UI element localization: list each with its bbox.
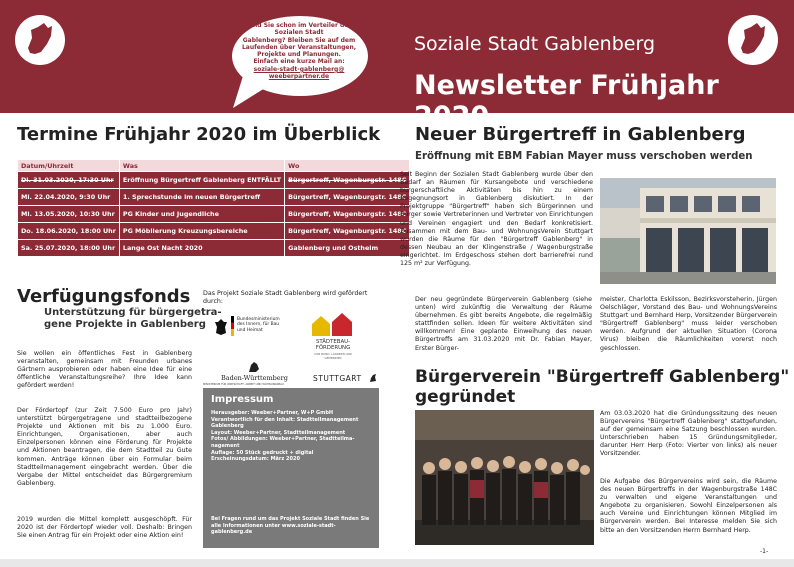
cell-where: Bürgertreff, Wagenburgstr. 148C — [285, 172, 410, 189]
staedtebau-small: VON BUND, LÄNDERN UND GEMEINDEN — [314, 351, 352, 360]
gablenberg-logo-icon-right — [727, 14, 779, 66]
cell-date: Mi. 22.04.2020, 9:30 Uhr — [18, 189, 120, 206]
cell-where: Bürgertreff, Wagenburgstr. 148C — [285, 189, 410, 206]
col-header: Wo — [285, 160, 410, 172]
bubble-email[interactable]: soziale-stadt-gablenberg@ — [253, 65, 345, 73]
cell-date: Sa. 25.07.2020, 18:00 Uhr — [18, 240, 120, 257]
impressum-line: Gablenberg — [211, 423, 244, 430]
newsletter-title: Newsletter Frühjahr 2020 — [414, 70, 719, 132]
table-row — [18, 189, 410, 206]
buergertreff-paragraph-2: Der neu gegründete Bürgerverein Gablenberg (siehe unten) wird zukünftig die Verwaltung der Räume übernehmen. Es gibt bereits Angebote, die regelmäßig stattfinden sollen. Ideen für weitere Aktivitäten sind willkommen! Eine geplante Einweihung des neuen Bürgertreffs am 31.03.2020 mit Dr. Fabian Mayer, Erster Bürger- — [415, 296, 592, 352]
header-banner — [0, 0, 794, 132]
gablenberg-logo-icon — [14, 14, 66, 66]
bw-text: Baden-Württemberg — [221, 374, 288, 382]
impressum-line: nagement — [211, 442, 240, 449]
impressum-title: Impressum — [211, 394, 274, 405]
cell-where: Gablenberg und Ostheim — [285, 240, 410, 257]
col-header: Datum/Uhrzeit — [18, 160, 120, 172]
impressum-line: Layout: Weeber+Partner, Stadtteilmanagement — [211, 429, 346, 436]
bubble-line: Projekte und Planungen. — [257, 51, 341, 59]
lion-icon — [247, 360, 261, 374]
buergertreff-paragraph-3: meister, Charlotta Eskilsson, Bezirksvorsteherin, Jürgen Oelschläger, Vorstand des Bau- und WohnungsVereins Stuttgart und Bernhard Herp, Vorsitzender Bürgerverein "Bürgertreff Gablenberg" muss leider verschoben werden. Aufgrund der aktuellen Situation (Corona Virus) bleiben die Räumlichkeiten vorerst noch geschlossen. — [600, 296, 777, 352]
cell-date: Mi. 13.05.2020, 10:30 Uhr — [18, 206, 120, 223]
fonds-title: Verfügungsfonds — [17, 286, 191, 307]
staedtebau-line: FÖRDERUNG — [315, 345, 351, 352]
bubble-email-domain[interactable]: weeberpartner.de — [268, 73, 330, 81]
buergertreff-title: Neuer Bürgertreff in Gablenberg — [415, 124, 746, 145]
termine-table — [17, 159, 410, 257]
cell-what: Eröffnung Bürgertreff Gablenberg ENTFÄLLT — [119, 172, 284, 189]
verein-paragraph-1: Am 03.03.2020 hat die Gründungssitzung des neuen Bürgervereins "Bürgertreff Gablenberg" stattgefunden, auf der gemeinsam eine Satzung beschlossen wurden. Unterschrieben haben 15 Gründungsmitglieder, darunter Herr Herp (Foto: Vierter von links) als neuer Vorsitzender. — [600, 410, 777, 458]
table-header-row — [18, 160, 410, 172]
building-photo-image — [600, 178, 776, 284]
bmi-line: des Innern, für Bau — [237, 322, 280, 328]
col-header: Was — [119, 160, 284, 172]
fonds-paragraph-3: 2019 wurden die Mittel komplett ausgeschöpft. Für 2020 ist der Fördertopf wieder voll. Deshalb: Bringen Sie einen Antrag für ein Projekt oder eine Aktion ein! — [17, 516, 192, 540]
bubble-line: Laufenden über Veranstaltungen, — [241, 43, 357, 51]
bw-small: MINISTERIUM FÜR WIRTSCHAFT, ARBEIT UND WOHNUNGSBAU — [203, 383, 284, 386]
table-row — [18, 240, 410, 257]
impressum-line: Verantwortlich für den Inhalt: Stadtteilmanagement — [211, 416, 359, 423]
eagle-icon — [214, 318, 228, 336]
impressum-footer — [211, 516, 375, 536]
verein-title-line: Bürgerverein "Bürgertreff Gablenberg" — [415, 367, 790, 387]
stuttgart-horse-icon — [368, 373, 378, 383]
cell-what: PG Kinder und Jugendliche — [119, 206, 284, 223]
footer-strip — [0, 559, 794, 567]
bmi-line: Bundesministerium — [237, 317, 280, 322]
impressum-foot-line: Bei Fragen rund um das Projekt Soziale Stadt finden Sie — [211, 516, 370, 522]
fonds-subtitle-line: gene Projekte in Gablenberg — [44, 319, 206, 330]
bubble-line: Einfach eine kurze Mail an: — [253, 58, 345, 66]
termine-title: Termine Frühjahr 2020 im Überblick — [17, 124, 381, 145]
fonds-subtitle-line: Unterstützung für bürgergetra- — [44, 307, 222, 318]
impressum-website-link[interactable]: alle Informationen unter www.soziale-stadt-gablenberg.de — [211, 522, 336, 536]
impressum-box — [203, 388, 379, 548]
staedtebau-line: STÄDTEBAU- — [315, 339, 351, 345]
cell-where: Bürgertreff, Wagenburgstr. 148C — [285, 206, 410, 223]
fonds-subtitle — [44, 307, 222, 331]
verein-title — [415, 367, 789, 407]
bmi-line: und Heimat — [237, 327, 263, 333]
cell-where: Bürgertreff, Wagenburgstr. 148C — [285, 223, 410, 240]
group-photo-image — [415, 410, 594, 545]
group-photo — [415, 410, 594, 545]
bmi-logo — [214, 316, 294, 356]
cell-what: Lange Ost Nacht 2020 — [119, 240, 284, 257]
verein-title-line: gegründet — [415, 387, 516, 407]
bw-logo — [203, 360, 313, 386]
table-row — [18, 206, 410, 223]
bubble-line: Gablenberg? Bleiben Sie auf dem — [242, 36, 356, 44]
cell-what: 1. Sprechstunde im neuen Bürgertreff — [119, 189, 284, 206]
bubble-line: Sind Sie schon im Verteiler der — [246, 22, 352, 29]
staedtebau-logo — [296, 312, 368, 362]
building-photo — [600, 178, 776, 284]
fonds-paragraph-2: Der Fördertopf (zur Zeit 7.500 Euro pro Jahr) unterstützt bürgergetragene und stadtteilbezogene Projekte und Aktionen mit bis zu 1.000 Euro. Einrichtungen, Organisationen, aber auch Einzelpersonen können eine Förderung für Projekte und Aktionen beantragen, die dem Stadtteil zu Gute kommen. Anträge können über ein Formular beim Stadtteilmanagement eingebracht werden. Über die Vergabe der Mittel entscheidet das Bürgergremium Gablenberg. — [17, 407, 192, 487]
fonds-paragraph-1: Sie wollen ein öffentliches Fest in Gablenberg veranstalten, gemeinsam mit Freunden urbanes Gärtnern ausprobieren oder haben eine Idee für eine öffentliche Veranstaltungsreihe? Ihre Idee kann gefördert werden! — [17, 350, 192, 390]
impressum-body — [211, 410, 375, 463]
impressum-line: Auflage: 50 Stück gedruckt + digital — [211, 449, 314, 456]
cell-date: Di. 31.03.2020, 17:30 Uhr — [18, 172, 120, 189]
bubble-text — [238, 22, 360, 80]
cell-what: PG Möblierung Kreuzungsbereiche — [119, 223, 284, 240]
impressum-line: Fotos/ Abbildungen: Weeber+Partner, Stadtteilma- — [211, 436, 355, 443]
table-row — [18, 223, 410, 240]
table-row — [18, 172, 410, 189]
funding-intro: Das Projekt Soziale Stadt Gablenberg wird gefördert durch: — [203, 290, 368, 306]
buergertreff-subtitle: Eröffnung mit EBM Fabian Mayer muss verschoben werden — [415, 151, 753, 162]
verein-paragraph-2: Die Aufgabe des Bürgervereins wird sein, die Räume des neuen Bürgertreffs in der Wagenburgstraße 148C zu verwalten und eigene Veranstaltungen und Angebote zu organisieren. Sowohl Einzelpersonen als auch Vereine und Einrichtungen können Mitglied im Bürgerverein werden. Bei Interesse melden Sie sich bitte an den Vorsitzenden Herrn Bernhard Herp. — [600, 478, 777, 534]
buergertreff-paragraph-1: Seit Beginn der Sozialen Stadt Gablenberg wurde über den Bedarf an Räumen für Kursangebote und verschiedene bürgerschaftliche Aktivitäten bis hin zu einem Begegnungsort in Gablenberg diskutiert. In der Projektgruppe "Bürgertreff" haben sich Bürgerinnen und Bürger sowie Vertreterinnen und Vertreter von Einrichtungen und Vereinen engagiert und den Bedarf konkretisiert. Zusammen mit dem Bau- und WohnungsVerein Stuttgart wurden die Räume für den "Bürgertreff Gablenberg" in dessen Neubau an der Klingenstraße / Wagenburgstraße eingerichtet. Im Erdgeschoss stehen dort barrierefrei rund 125 m² zur Verfügung. — [400, 171, 593, 268]
bubble-line: Sozialen Stadt — [274, 29, 324, 37]
houses-icon — [310, 312, 354, 336]
stuttgart-logo: STUTTGART — [313, 374, 362, 383]
impressum-line: Erscheinungsdatum: März 2020 — [211, 456, 300, 463]
cell-date: Do. 18.06.2020, 18:00 Uhr — [18, 223, 120, 240]
impressum-line: Herausgeber: Weeber+Partner, W+P GmbH — [211, 410, 334, 416]
header-kicker: Soziale Stadt Gablenberg — [414, 33, 656, 55]
page-number: -1- — [760, 548, 769, 555]
